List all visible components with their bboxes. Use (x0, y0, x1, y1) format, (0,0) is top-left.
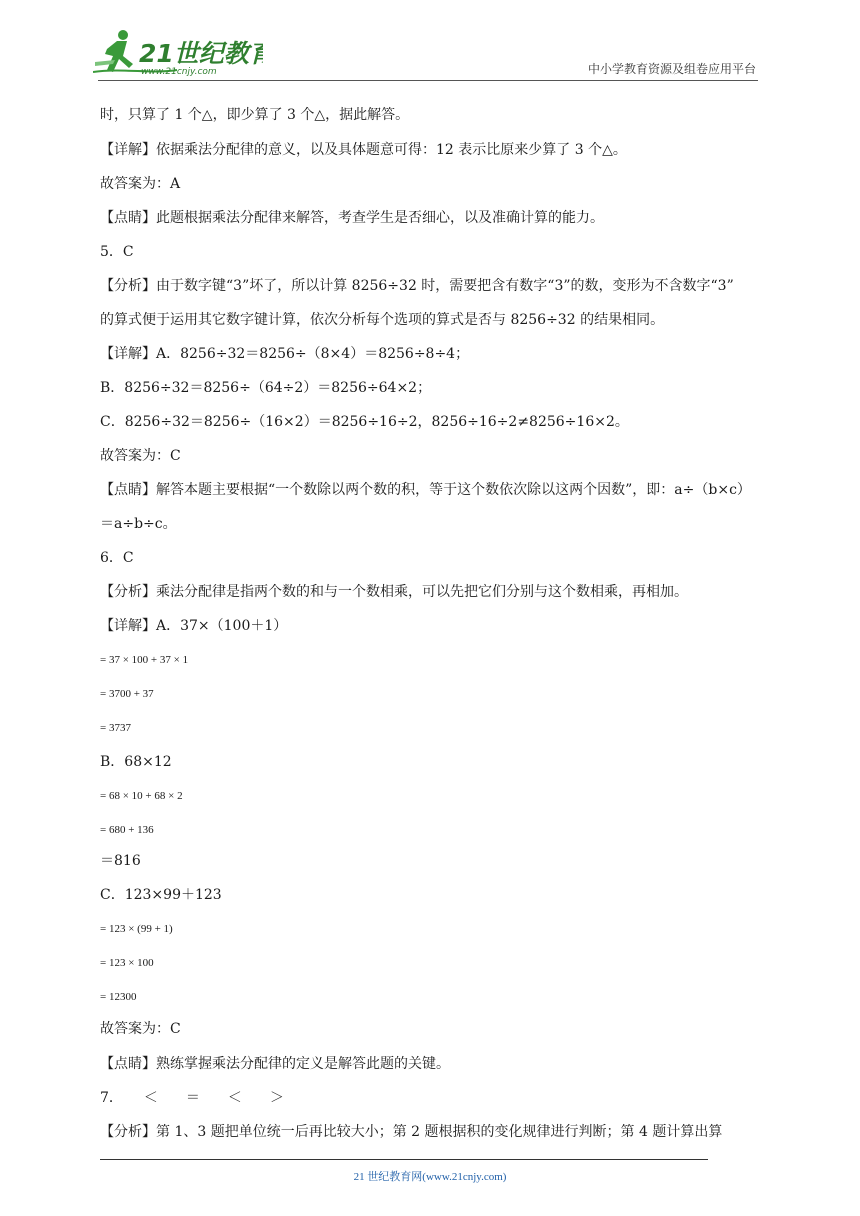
runner-logo-icon (93, 28, 263, 80)
text-line: B．68×12 (100, 754, 172, 770)
text-line: C．8256÷32＝8256÷（16×2）＝8256÷16÷2，8256÷16÷2≠8256÷16×2。 (100, 414, 629, 430)
page-header (0, 0, 860, 90)
math-step: = 3737 (100, 722, 131, 734)
logo-main-text: 21世纪教育 (139, 39, 263, 68)
text-line: 的算式便于运用其它数字键计算，依次分析每个选项的算式是否与 8256÷32 的结果相同。 (100, 312, 665, 328)
text-line: ＝a÷b÷c。 (100, 516, 177, 532)
text-line: 【分析】由于数字键“3”坏了，所以计算 8256÷32 时，需要把含有数字“3”的数，变形为不含数字“3” (100, 278, 734, 294)
text-line: 故答案为：C (100, 1021, 181, 1037)
math-step: = 68 × 10 + 68 × 2 (100, 790, 183, 802)
text-line: 故答案为：C (100, 448, 181, 464)
header-platform-label: 中小学教育资源及组卷应用平台 (587, 62, 756, 76)
text-line: 【分析】乘法分配律是指两个数的和与一个数相乘，可以先把它们分别与这个数相乘，再相加。 (100, 584, 688, 600)
text-line: 【详解】A．37×（100＋1） (100, 618, 288, 634)
text-line: 【点睛】此题根据乘法分配律来解答，考查学生是否细心，以及准确计算的能力。 (100, 210, 604, 226)
text-line: 【详解】A．8256÷32＝8256÷（8×4）＝8256÷8÷4； (100, 346, 470, 362)
header-divider (98, 80, 758, 81)
math-step: = 12300 (100, 991, 137, 1003)
math-step: = 123 × (99 + 1) (100, 923, 173, 935)
text-line: ＝816 (100, 853, 141, 869)
text-line: 时，只算了 1 个△，即少算了 3 个△，据此解答。 (100, 107, 410, 123)
math-step: = 3700 + 37 (100, 688, 154, 700)
text-line: B．8256÷32＝8256÷（64÷2）＝8256÷64×2； (100, 380, 432, 396)
text-line: 7． ＜ ＝ ＜ ＞ (100, 1090, 284, 1106)
math-step: = 37 × 100 + 37 × 1 (100, 654, 189, 666)
text-line: 5．C (100, 244, 134, 260)
text-line: 故答案为：A (100, 176, 181, 192)
text-line: 【点睛】熟练掌握乘法分配律的定义是解答此题的关键。 (100, 1056, 450, 1072)
text-line: 【点睛】解答本题主要根据“一个数除以两个数的积，等于这个数依次除以这两个因数”，即：a÷（b×c） (100, 482, 751, 498)
text-line: 6．C (100, 550, 134, 566)
text-line: 【分析】第 1、3 题把单位统一后再比较大小；第 2 题根据积的变化规律进行判断；第 4 题计算出算 (100, 1124, 723, 1140)
text-line: 【详解】依据乘法分配律的意义，以及具体题意可得：12 表示比原来少算了 3 个△。 (100, 142, 627, 158)
footer-link-text[interactable]: 21 世纪教育网(www.21cnjy.com) (353, 1171, 507, 1183)
text-line: C．123×99＋123 (100, 887, 222, 903)
math-step: = 123 × 100 (100, 957, 154, 969)
logo-url-text: www.21cnjy.com (141, 67, 217, 77)
math-step: = 680 + 136 (100, 824, 154, 836)
site-logo (93, 28, 263, 80)
footer-divider (100, 1159, 708, 1160)
